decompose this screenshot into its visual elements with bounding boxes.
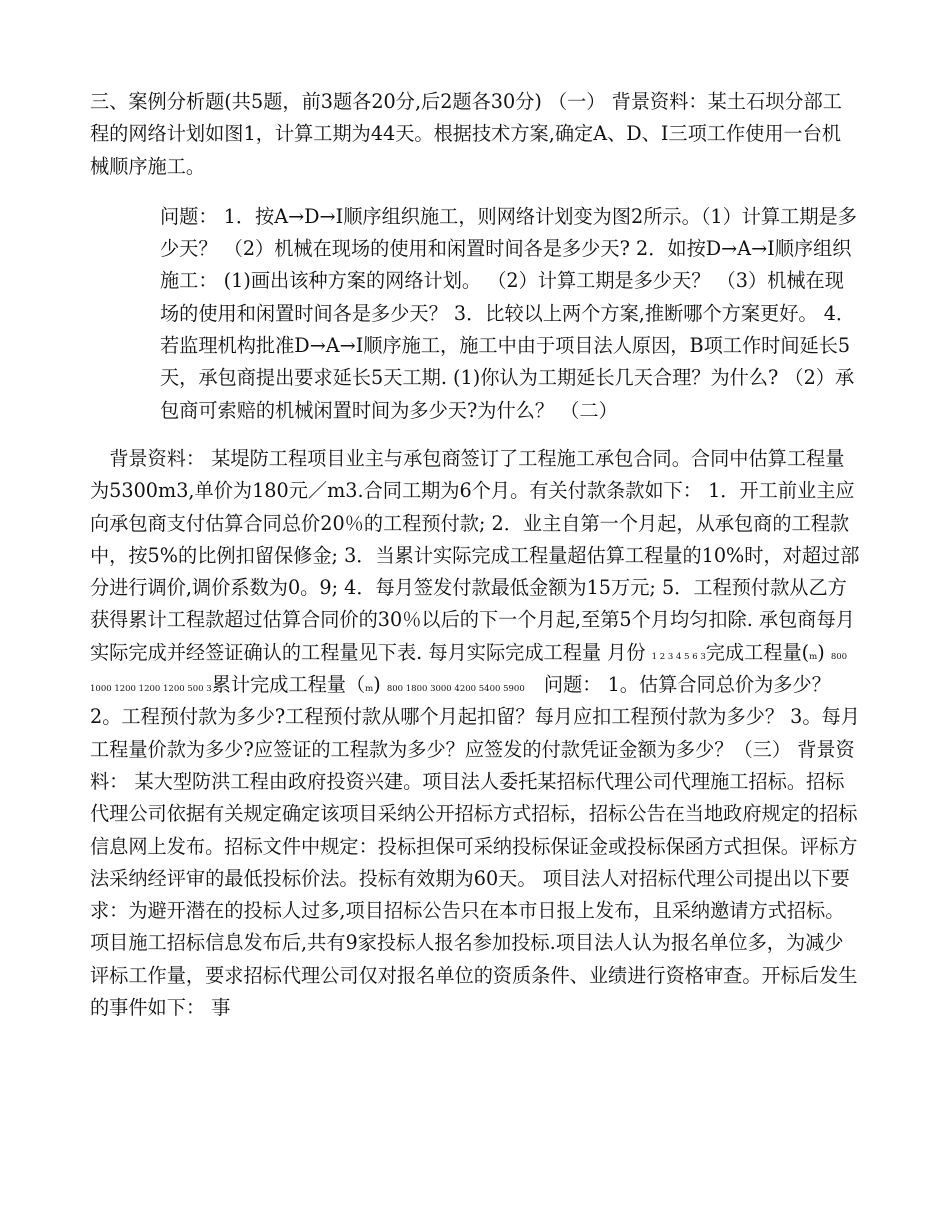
table-months-values: 1 2 3 4 5 6 3 bbox=[651, 651, 706, 662]
paragraph-gap bbox=[90, 183, 860, 201]
case-two-questions-and-case-three-text: 问题： 1。估算合同总价为多少？ 2。工程预付款为多少?工程预付款从哪个月起扣留？每月应扣工程预付款为多少？ 3。每月工程量价款为多少?应签证的工程款为多少？应签发的付款凭证金额为多少？（三） 背景资料： 某大型防洪工程由政府投资兴建。项目法人委托某招标代理公司代理施工招标。招标代理公司依据有关规定确定该项目采纳公开招标方式招标，招标公告在当地政府规定的招标信息网上发布。招标文件中规定：投标担保可采纳投标保证金或投标保函方式担保。评标方法采纳经评审的最低投标价法。投标有效期为60天。 项目法人对招标代理公司提出以下要求：为避开潜在的投标人过多,项目招标公告只在本市日报上发布，且采纳邀请方式招标。 项目施工招标信息发布后,共有9家投标人报名参加投标.项目法人认为报名单位多，为减少评标工作量，要求招标代理公司仅对报名单位的资质条件、业绩进行资格审查。开标后发生的事件如下： 事 bbox=[90, 673, 860, 1020]
table-label-completed: 完成工程量( bbox=[705, 640, 810, 664]
section-intro-paragraph: 三、案例分析题(共5题，前3题各20分,后2题各30分) （一） 背景资料：某土石坝分部工程的网络计划如图1，计算工期为44天。根据技术方案,确定A、D、I三项工作使用一台机械顺序施工。 bbox=[90, 90, 842, 178]
table-label-cumulative: 累计完成工程量（ bbox=[211, 673, 366, 697]
table-completed-values: 800 1000 1200 1200 1200 500 3 bbox=[90, 651, 848, 695]
case-one-questions-paragraph: 问题： 1．按A→D→I顺序组织施工，则网络计划变为图2所示。（1）计算工期是多少天？ （2）机械在现场的使用和闲置时间各是多少天? 2．如按D→A→I顺序组织施工： (1)画出该种方案的网络计划。 （2）计算工期是多少天？ （3）机械在现场的使用和闲置时间各是多少天？ 3．比较以上两个方案,推断哪个方案更好。 4．若监理机构批准D→A→I顺序施工，施工中由于项目法人原因，B项工作时间延长5天，承包商提出要求延长5天工期. (1)你认为工期延长几天合理？为什么? （2）承包商可索赔的机械闲置时间为多少天?为什么？ （二） bbox=[160, 204, 857, 422]
table-unit-completed: m bbox=[809, 651, 818, 662]
table-cumulative-values: 800 1800 3000 4200 5400 5900 bbox=[386, 684, 525, 695]
paragraph-gap bbox=[90, 427, 860, 443]
document-page bbox=[90, 86, 860, 1024]
case-two-background-text: 背景资料： 某堤防工程项目业主与承包商签订了工程施工承包合同。合同中估算工程量为5300m3,单价为180元／m3.合同工期为6个月。有关付款条款如下： 1．开工前业主应向承包商支付估算合同总价20％的工程预付款; 2．业主自第一个月起，从承包商的工程款中，按5%的比例扣留保修金; 3．当累计实际完成工程量超估算工程量的10%时，对超过部分进行调价,调价系数为0。9; 4．每月签发付款最低金额为15万元; 5．工程预付款从乙方获得累计工程款超过估算合同价的30％以后的下一个月起,至第5个月均匀扣除. 承包商每月实际完成并经签证确认的工程量见下表. 每月实际完成工程量 月份 bbox=[90, 446, 860, 664]
case-two-paragraph: 背景资料： 某堤防工程项目业主与承包商签订了工程施工承包合同。合同中估算工程量为5300m3,单价为180元／m3.合同工期为6个月。有关付款条款如下： 1．开工前业主应向承包商支付估算合同总价20％的工程预付款; 2．业主自第一个月起，从承包商的工程款中，按5%的比例扣留保修金; 3．当累计实际完成工程量超估算工程量的10%时，对超过部分进行调价,调价系数为0。9; 4．每月签发付款最低金额为15万元; 5．工程预付款从乙方获得累计工程款超过估算合同价的30％以后的下一个月起,至第5个月均匀扣除. 承包商每月实际完成并经签证确认的工程量见下表. 每月实际完成工程量 月份 1 2 3 4 5 6 3完成工程量(m) 800 1000 1200 1200 1200 500 3累计完成工程量（m) 800 1800 3000 4200 5400 5900 问题： 1。估算合同总价为多少？ 2。工程预付款为多少?工程预付款从哪个月起扣留？每月应扣工程预付款为多少？ 3。每月工程量价款为多少?应签证的工程款为多少？应签发的付款凭证金额为多少？（三） 背景资料： 某大型防洪工程由政府投资兴建。项目法人委托某招标代理公司代理施工招标。招标代理公司依据有关规定确定该项目采纳公开招标方式招标，招标公告在当地政府规定的招标信息网上发布。招标文件中规定：投标担保可采纳投标保证金或投标保函方式担保。评标方法采纳经评审的最低投标价法。投标有效期为60天。 项目法人对招标代理公司提出以下要求：为避开潜在的投标人过多,项目招标公告只在本市日报上发布，且采纳邀请方式招标。 项目施工招标信息发布后,共有9家投标人报名参加投标.项目法人认为报名单位多，为减少评标工作量，要求招标代理公司仅对报名单位的资质条件、业绩进行资格审查。开标后发生的事件如下： 事 bbox=[90, 446, 860, 1020]
table-unit-cumulative: m bbox=[365, 684, 374, 695]
